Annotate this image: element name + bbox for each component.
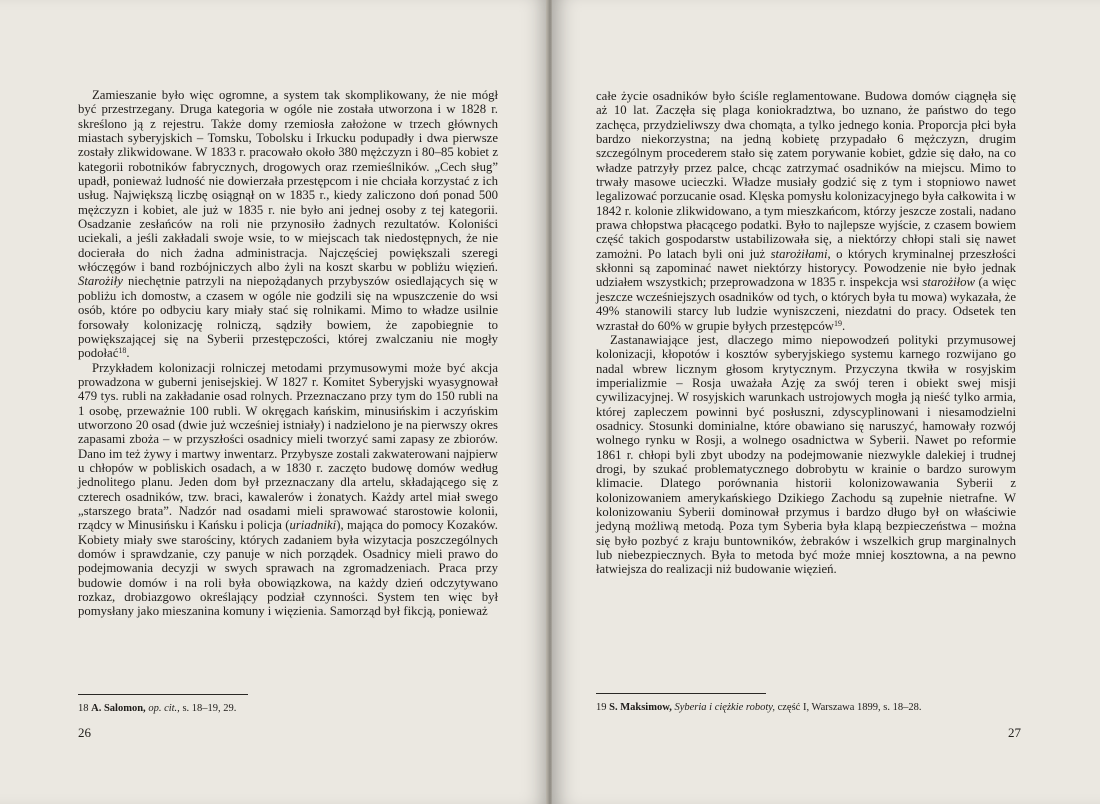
footnote-marker: 19	[833, 318, 842, 328]
text-run: Zastanawiające jest, dlaczego mimo niepowodzeń polityki przymusowej kolonizacji, kłopotów i kosztów syberyjskiego systemu karnego rozwijano go nadal wbrew licznym głosom krytycznym. Przyczyna tkwiła w rosyjskim imperializmie – Rosja uważała Azję za swój teren i obiekt swej misji cywilizacyjnej. W rosyjskich warunkach ustrojowych mogła ją nieść tylko armia, której zapleczem powinni być posłuszni, zdyscyplinowani i niesamodzielni osadnicy. Stosunki dominialne, które obawiano się naruszyć, hamowały rozwój wolnego rynku w Rosji, a wolnego osadnictwa w Syberii. Nawet po reformie 1861 r. chłopi byli zbyt ubodzy na podejmowanie niezwykle dalekiej i trudnej drogi, by szukać problematycznego dobrobytu w krainie o bardzo surowym klimacie. Dlatego porównania historii kolonizowawania Syberii z kolonizowaniem amerykańskiego Dzikiego Zachodu są zupełnie nietrafne. W kolonizowaniu Syberii dominował przymus i bardzo długo był on właściwie jedyną możliwą metodą. Poza tym Syberia była klapą bezpieczeństwa – można się było pozbyć z kraju buntowników, żebraków i wszelkich grup marginalnych lub niebezpiecznych. Była to metoda być może mniej kosztowna, a na pewno łatwiejsza do realizacji niż budowanie więzień.	[596, 332, 1016, 577]
footnote-marker: 18	[118, 346, 127, 356]
text-run: , o których kryminalnej przeszłości skłonni są zapominać nawet niektórzy historycy. Powodzenie nie było jednak udziałem wszystkich; przeprowadzona w 1835 r. inspekcja wsi	[596, 246, 1016, 290]
footnote-pages: część I, Warszawa 1899, s. 18–28.	[774, 702, 922, 713]
page-number: 27	[1008, 725, 1021, 740]
paragraph	[78, 361, 498, 619]
text-run: .	[841, 318, 846, 333]
text-run: całe życie osadników było ściśle reglamentowane. Budowa domów ciągnęła się aż 10 lat. Zaczęła się plaga koniokradztwa, bo uznano, że państwo do tego zachęca, przydzieliwszy dwa chomąta, a tylko jednego konia. Proporcja płci była bardzo niekorzystna; na jedną kobietę przypadało 6 mężczyzn, drugim szczególnym procederem stało się zatem porywanie kobiet, gdzie się dało, na co władze patrzyły przez palce, chcąc zatrzymać osadników na miejscu. Mimo to trwały masowe ucieczki. Władze musiały godzić się z tym i stopniowo nawet legalizować porzucanie osad. Klęska pomysłu kolonizacyjnego była całkowita i w 1842 r. kolonie zlikwidowano, a tym mieszkańcom, którzy jeszcze zostali, nadano prawa chłopstwa płacącego podatki. Było to najlepsze wyjście, z czasem bowiem część takich gospodarstw ustabilizowała się, a niektórzy chłopi stali się nawet zamożni. Po latach byli oni już	[596, 89, 1016, 261]
paragraph	[78, 88, 498, 361]
footnote-rule	[596, 693, 766, 694]
text-run: .	[126, 346, 130, 361]
text-run: Przykładem kolonizacji rolniczej metodami przymusowymi może być akcja prowadzona w guberni jenisejskiej. W 1827 r. Komitet Syberyjski wyasygnował 479 tys. rubli na zakładanie osad rolnych. Przeznaczano przy tym do 150 rubli na 1 osobę, przeważnie 100 rubli. W okręgach kańskim, minusińskim i aczyńskim utworzono 20 osad (dwie już wcześniej istniały) i nadzielono je na pierwszy okres zapasami zboża – w przyszłości osadnicy mieli tworzyć sami zapasy ze zbiorów. Dano im też żywy i martwy inwentarz. Przybysze zostali zakwaterowani najpierw u chłopów w pobliskich osadach, a w 1830 r. zaczęto budowę domów według jednolitego planu. Jeden dom był przeznaczany dla artelu, składającego się z czterech osadników, tzw. braci, kawalerów i żonatych. Każdy artel miał swego „starszego brata”. Nadzór nad osadami mieli sprawować starostowie kolonii, rządcy w Minusińsku i Kańsku i policja (	[78, 360, 498, 533]
footnote-pages: s. 18–19, 29.	[179, 703, 237, 714]
italic-term: uriadniki	[289, 518, 337, 533]
italic-term: Starożiły	[78, 274, 123, 289]
footnote-number: 18	[78, 703, 89, 714]
text-run: niechętnie patrzyli na niepożądanych przybyszów osiedlających się w pobliżu ich domostw, a czasem w ogóle nie godzili się na wpuszczenie do wsi osób, które po odbyciu kary miały stać się rolnikami. Mimo to władze usilnie forsowały kolonizację rolniczą, sądziły bowiem, że zapobiegnie to powiększającej się na Syberii przestępczości, której zwalczaniu nie mogły podołać	[78, 274, 498, 361]
text-run: Zamieszanie było więc ogromne, a system tak skomplikowany, że nie mógł być przestrzegany. Druga kategoria w ogóle nie została utworzona i w 1828 r. skreślono ją z rejestru. Także domy rzemiosła założone w trzech głównych miastach syberyjskich – Tomsku, Tobolsku i Irkucku podupadły i dwa pierwsze zostały zlikwidowane. W 1833 r. pracowało około 380 mężczyzn i 80–85 kobiet z kategorii robotników fabrycznych, drogowych oraz rzemieślników. „Cech sług” upadł, ponieważ ludność nie dowierzała przestępcom i nie chciała korzystać z ich usług. Największą liczbę osiągnął on w 1835 r., kiedy zaliczono doń ponad 500 mężczyzn i kobiet, ale już w 1835 r. nie było ani jednej osoby z tej kategorii. Osadzanie zesłańców na roli nie przynosiło żadnych rezultatów. Koloniści uciekali, a jeśli zakładali swoje wsie, to w miejscach tak niedostępnych, że nie docierała do nich żadna administracja. Najczęściej powiększali szeregi włóczęgów i band rozbójniczych albo żyli na koszt skarbu w pobliżu więzień.	[78, 88, 498, 275]
footnote-18	[78, 702, 236, 715]
footnote-reference: Syberia i ciężkie roboty,	[674, 702, 775, 713]
footnote-19	[596, 701, 921, 714]
text-run: ), mająca do pomocy Kozaków. Kobiety miały swe starościny, których zadaniem była wizytacja poszczególnych domów i sprawdzanie, czy panuje w nich porządek. Osadnicy mieli prawo do podejmowania decyzji w swych sprawach na zgromadzeniach. Praca przy budowie domów i na roli była obowiązkowa, na każdy dzień odczytywano rozkaz, drobiazgowo określający podział czynności. System ten więc był pomysłany jako mieszanina komuny i więzienia. Samorząd był fikcją, ponieważ	[78, 518, 498, 619]
right-page-body	[596, 89, 1016, 577]
footnote-rule	[78, 694, 248, 695]
paragraph	[596, 333, 1016, 577]
footnote-author: S. Maksimow,	[609, 702, 672, 713]
italic-term: starożiłami	[770, 246, 828, 261]
italic-term: starożiłow	[922, 275, 976, 290]
left-page-body	[78, 88, 498, 619]
right-page	[552, 0, 1100, 804]
text-run: (a więc jeszcze wcześniejszych osadników od tych, o których była tu mowa) wykazała, że 49% stanowili starcy lub ludzie wyniszczeni, niezdatni do pracy. Odsetek ten wzrastał do 60% w grupie byłych przestępców	[596, 275, 1016, 333]
page-number: 26	[78, 725, 91, 740]
footnote-reference: op. cit.,	[148, 703, 180, 714]
footnote-author: A. Salomon,	[91, 703, 146, 714]
footnote-number: 19	[596, 702, 607, 713]
paragraph	[596, 89, 1016, 333]
left-page	[0, 0, 549, 804]
